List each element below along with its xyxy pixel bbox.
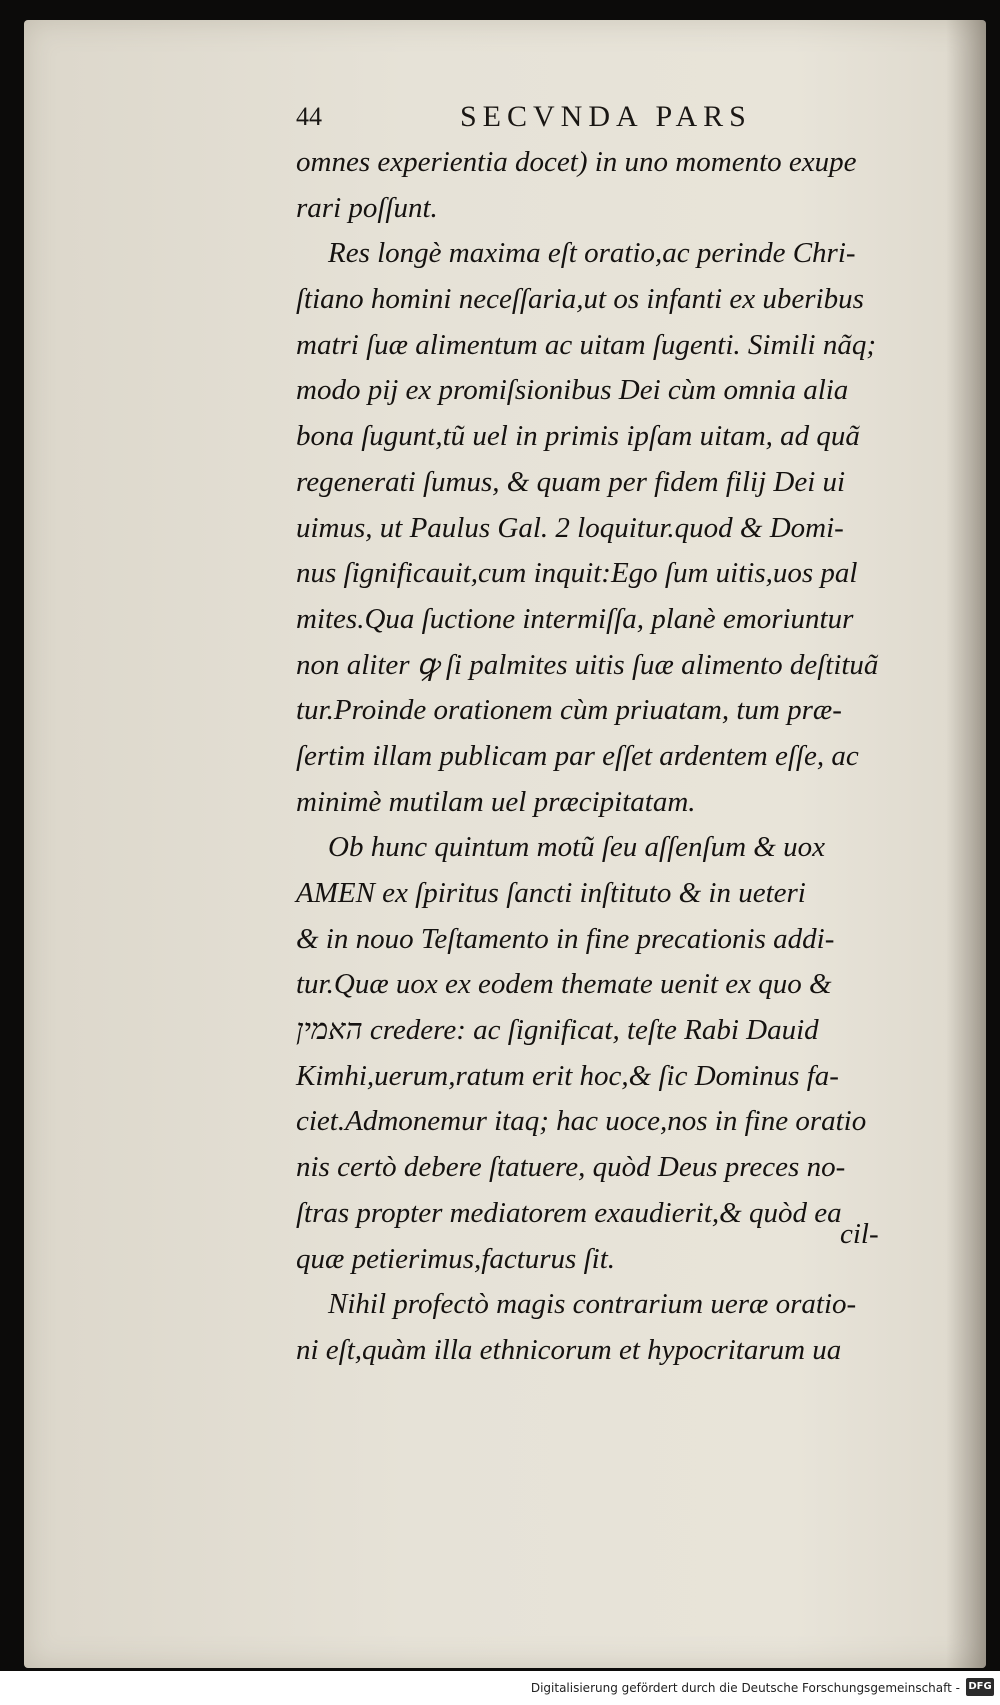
text-line: uimus, ut Paulus Gal. 2 loquitur.quod & Domi- [296, 511, 844, 544]
text-line: mites.Qua ſuctione intermiſſa, planè emoriuntur [296, 602, 854, 635]
text-line: nis certò debere ſtatuere, quòd Deus preces no- [296, 1151, 846, 1184]
footer-bar [0, 1671, 1000, 1705]
text-line: quæ petierimus,facturus ſit. [296, 1242, 615, 1275]
text-line: modo pij ex promiſsionibus Dei cùm omnia alia [296, 374, 849, 407]
text-line: tur.Proinde orationem cùm priuatam, tum præ- [296, 694, 842, 727]
text-line: Res longè maxima eſt oratio,ac perinde Chri- [328, 237, 856, 270]
text-line: non aliter ꝙ ſi palmites uitis ſuæ alimento deſtituã [296, 648, 879, 681]
page-number: 44 [296, 102, 322, 131]
running-head: SECVNDA PARS [460, 100, 752, 133]
catchword: cil- [840, 1218, 879, 1250]
dfg-logo: DFG [966, 1678, 994, 1696]
text-line: AMEN ex ſpiritus ſancti inſtituto & in ueteri [296, 877, 806, 909]
text-line: tur.Quæ uox ex eodem themate uenit ex quo & [296, 968, 832, 1001]
text-line: Kimhi,uerum,ratum erit hoc,& ſic Dominus fa- [296, 1059, 839, 1092]
text-line: Nihil profectò magis contrarium ueræ oratio- [328, 1288, 857, 1321]
text-line: ſtiano homini neceſſaria,ut os infanti ex uberibus [296, 283, 864, 316]
funding-credit: Digitalisierung gefördert durch die Deutsche Forschungsgemeinschaft - [530, 1681, 960, 1695]
page-header [296, 100, 856, 140]
text-line: minimè mutilam uel præcipitatam. [296, 785, 696, 818]
text-line: Ob hunc quintum motũ ſeu aſſenſum & uox [328, 831, 825, 864]
text-block [296, 140, 896, 1374]
text-line: ſtras propter mediatorem exaudierit,& quòd ea [296, 1196, 842, 1229]
text-line: matri ſuæ alimentum ac uitam ſugenti. Simili nãq; [296, 328, 876, 361]
text-line: rari poſſunt. [296, 191, 438, 224]
text-line: nus ſignificauit,cum inquit:Ego ſum uitis,uos pal [296, 557, 858, 590]
text-line: bona ſugunt,tũ uel in primis ipſam uitam, ad quã [296, 420, 860, 453]
text-line: ciet.Admonemur itaq; hac uoce,nos in fine oratio [296, 1105, 867, 1138]
text-line: ni eſt,quàm illa ethnicorum et hypocritarum ua [296, 1333, 842, 1366]
text-line: האמין credere: ac ſignificat, teſte Rabi Dauid [296, 1014, 819, 1047]
text-line: & in nouo Teſtamento in fine precationis addi- [296, 922, 835, 955]
page-gutter-shadow [946, 20, 986, 1668]
text-line: regenerati ſumus, & quam per fidem filij Dei ui [296, 465, 846, 498]
text-line: omnes experientia docet) in uno momento exupe [296, 146, 857, 178]
text-line: ſertim illam publicam par eſſet ardentem eſſe, ac [296, 739, 859, 772]
